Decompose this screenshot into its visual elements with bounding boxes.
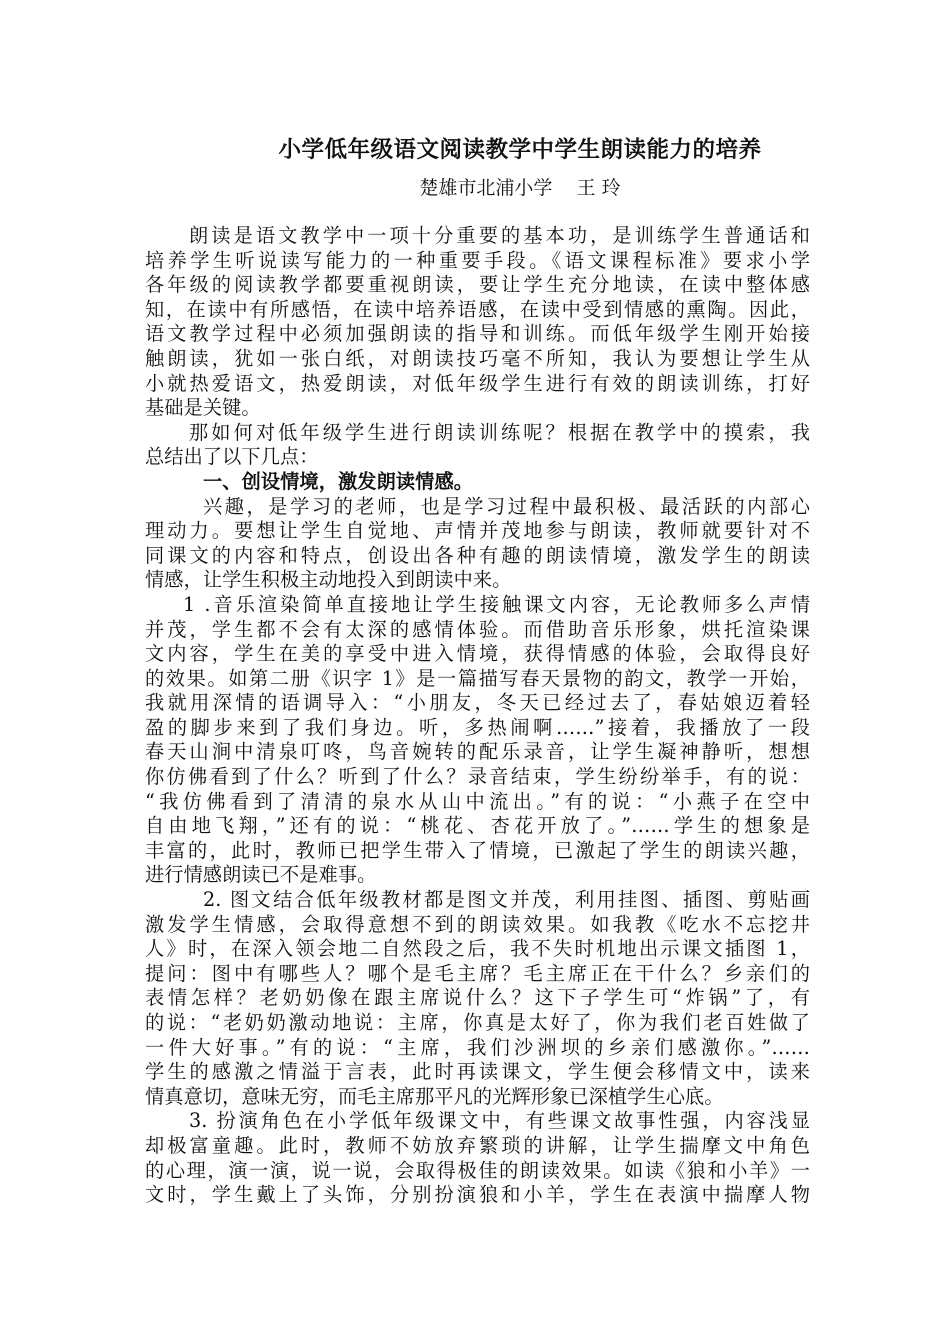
body-line: 3. 扮演角色在小学低年级课文中，有些课文故事性强，内容浅显	[189, 1109, 810, 1133]
body-line: 的心理，演一演，说一说，会取得极佳的朗读效果。如读《狼和小羊》一	[145, 1158, 810, 1182]
document-title: 小学低年级语文阅读教学中学生朗读能力的培养	[278, 137, 762, 163]
body-line: 自由地飞翔，”还有的说：“桃花、杏花开放了。”……学生的想象是	[145, 814, 810, 838]
body-line: 各年级的阅读教学都要重视朗读，要让学生充分地读，在读中整体感	[145, 273, 810, 297]
body-text	[145, 224, 810, 1208]
body-line: 文时，学生戴上了头饰，分别扮演狼和小羊，学生在表演中揣摩人物	[145, 1183, 810, 1207]
body-line: 学生的感激之情溢于言表，此时再读课文，学生便会移情文中，读来	[145, 1060, 810, 1084]
body-line: 的效果。如第二册《识字 1》是一篇描写春天景物的韵文，教学一开始，	[145, 666, 810, 690]
body-line: 并茂，学生都不会有太深的感情体验。而借助音乐形象，烘托渲染课	[145, 617, 810, 641]
body-line: 知，在读中有所感悟，在读中培养语感，在读中受到情感的熏陶。因此，	[145, 297, 810, 321]
body-line: 同课文的内容和特点，创设出各种有趣的朗读情境，激发学生的朗读	[145, 543, 810, 567]
body-line: 兴趣，是学习的老师，也是学习过程中最积极、最活跃的内部心	[203, 494, 810, 518]
body-line: 却极富童趣。此时，教师不妨放弃繁琐的讲解，让学生揣摩文中角色	[145, 1133, 810, 1157]
body-line: 进行情感朗读已不是难事。	[145, 863, 377, 887]
body-line: 触朗读，犹如一张白纸，对朗读技巧毫不所知，我认为要想让学生从	[145, 346, 810, 370]
body-line: 语文教学过程中必须加强朗读的指导和训练。而低年级学生刚开始接	[145, 322, 810, 346]
body-line: 2. 图文结合低年级教材都是图文并茂，利用挂图、插图、剪贴画	[203, 888, 810, 912]
body-line: 表情怎样？老奶奶像在跟主席说什么？这下子学生可“炸锅”了，有	[145, 986, 810, 1010]
body-line: 那如何对低年级学生进行朗读训练呢？根据在教学中的摸索，我	[189, 420, 810, 444]
body-line: 一件大好事。”有的说：“主席，我们沙洲坝的乡亲们感激你。”……	[145, 1035, 810, 1059]
body-line: 培养学生听说读写能力的一种重要手段。《语文课程标准》要求小学	[145, 248, 810, 272]
body-line: 人》时，在深入领会地二自然段之后，我不失时机地出示课文插图 1，	[145, 937, 810, 961]
section-heading: 一、创设情境，激发朗读情感。	[203, 469, 474, 493]
body-line: 1 .音乐渲染简单直接地让学生接触课文内容，无论教师多么声情	[183, 592, 810, 616]
body-line: 的说：“老奶奶激动地说：主席，你真是太好了，你为我们老百姓做了	[145, 1011, 810, 1034]
body-line: “我仿佛看到了清清的泉水从山中流出。”有的说：“小燕子在空中	[145, 789, 810, 813]
body-line: 总结出了以下几点：	[145, 445, 319, 469]
body-line: 朗读是语文教学中一项十分重要的基本功，是训练学生普通话和	[189, 224, 810, 247]
body-line: 盈的脚步来到了我们身边。听，多热闹啊……”接着，我播放了一段	[145, 715, 810, 739]
body-line: 情真意切，意味无穷，而毛主席那平凡的光辉形象已深植学生心底。	[145, 1084, 724, 1108]
body-line: 小就热爱语文，热爱朗读，对低年级学生进行有效的朗读训练，打好	[145, 371, 810, 395]
body-line: 我就用深情的语调导入：“小朋友，冬天已经过去了，春姑娘迈着轻	[145, 691, 810, 715]
body-line: 提问：图中有哪些人？哪个是毛主席？毛主席正在干什么？乡亲们的	[145, 961, 810, 985]
body-line: 文内容，学生在美的享受中进入情境，获得情感的体验，会取得良好	[145, 642, 810, 666]
body-line: 你仿佛看到了什么？听到了什么？录音结束，学生纷纷举手，有的说：	[145, 765, 810, 789]
body-line: 基础是关键。	[145, 396, 261, 420]
body-line: 情感，让学生积极主动地投入到朗读中来。	[145, 568, 512, 592]
body-line: 春天山涧中清泉叮咚，鸟音婉转的配乐录音，让学生凝神静听，想想	[145, 740, 810, 764]
body-line: 丰富的，此时，教师已把学生带入了情境，已激起了学生的朗读兴趣，	[145, 838, 810, 862]
author-line: 楚雄市北浦小学 王 玲	[419, 177, 621, 199]
body-line: 激发学生情感，会取得意想不到的朗读效果。如我教《吃水不忘挖井	[145, 912, 810, 936]
body-line: 理动力。要想让学生自觉地、声情并茂地参与朗读，教师就要针对不	[145, 519, 810, 543]
